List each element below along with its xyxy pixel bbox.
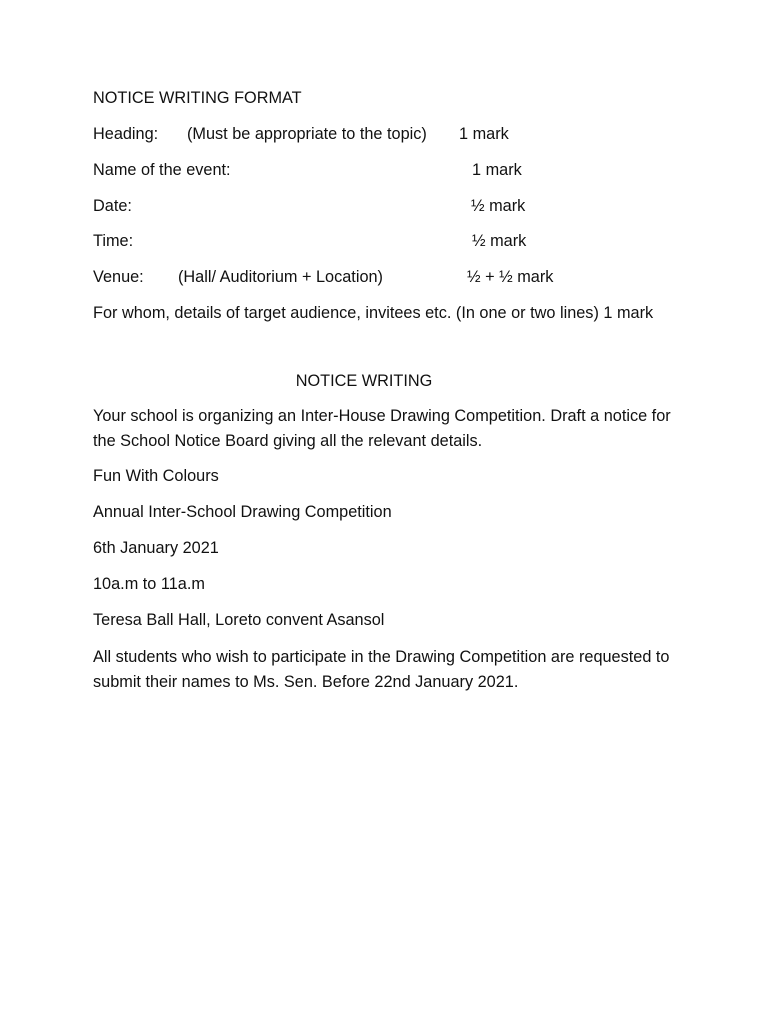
format-row-date-mark: ½ mark: [471, 197, 526, 215]
notice-date: 6th January 2021: [93, 539, 219, 557]
notice-time: 10a.m to 11a.m: [93, 575, 205, 593]
notice-body: All students who wish to participate in the Drawing Competition are requested to submit their names to Ms. Sen. Before 22nd January 2021.: [93, 648, 670, 691]
format-row-venue-label: Venue:: [93, 268, 144, 286]
format-row-heading-detail: (Must be appropriate to the topic): [187, 125, 427, 143]
notice-heading: Fun With Colours: [93, 467, 219, 485]
format-row-event-mark: 1 mark: [472, 161, 522, 179]
notice-venue: Teresa Ball Hall, Loreto convent Asansol: [93, 611, 385, 629]
format-row-venue-detail: (Hall/ Auditorium + Location): [178, 268, 383, 286]
format-row-time-mark: ½ mark: [472, 232, 527, 250]
format-audience-line: For whom, details of target audience, invitees etc. (In one or two lines) 1 mark: [93, 304, 654, 322]
format-row-heading-label: Heading:: [93, 125, 159, 143]
format-row-event-label: Name of the event:: [93, 161, 231, 179]
format-row-date-label: Date:: [93, 197, 132, 215]
format-row-heading-mark: 1 mark: [459, 125, 509, 143]
format-row-venue-mark: ½ + ½ mark: [467, 268, 554, 286]
notice-title: NOTICE WRITING: [295, 372, 433, 390]
format-row-time-label: Time:: [93, 232, 134, 250]
format-title: NOTICE WRITING FORMAT: [93, 89, 302, 107]
notice-question: Your school is organizing an Inter-House Drawing Competition. Draft a notice for the School Notice Board giving all the relevant details.: [93, 407, 671, 450]
notice-event-name: Annual Inter-School Drawing Competition: [93, 503, 392, 521]
